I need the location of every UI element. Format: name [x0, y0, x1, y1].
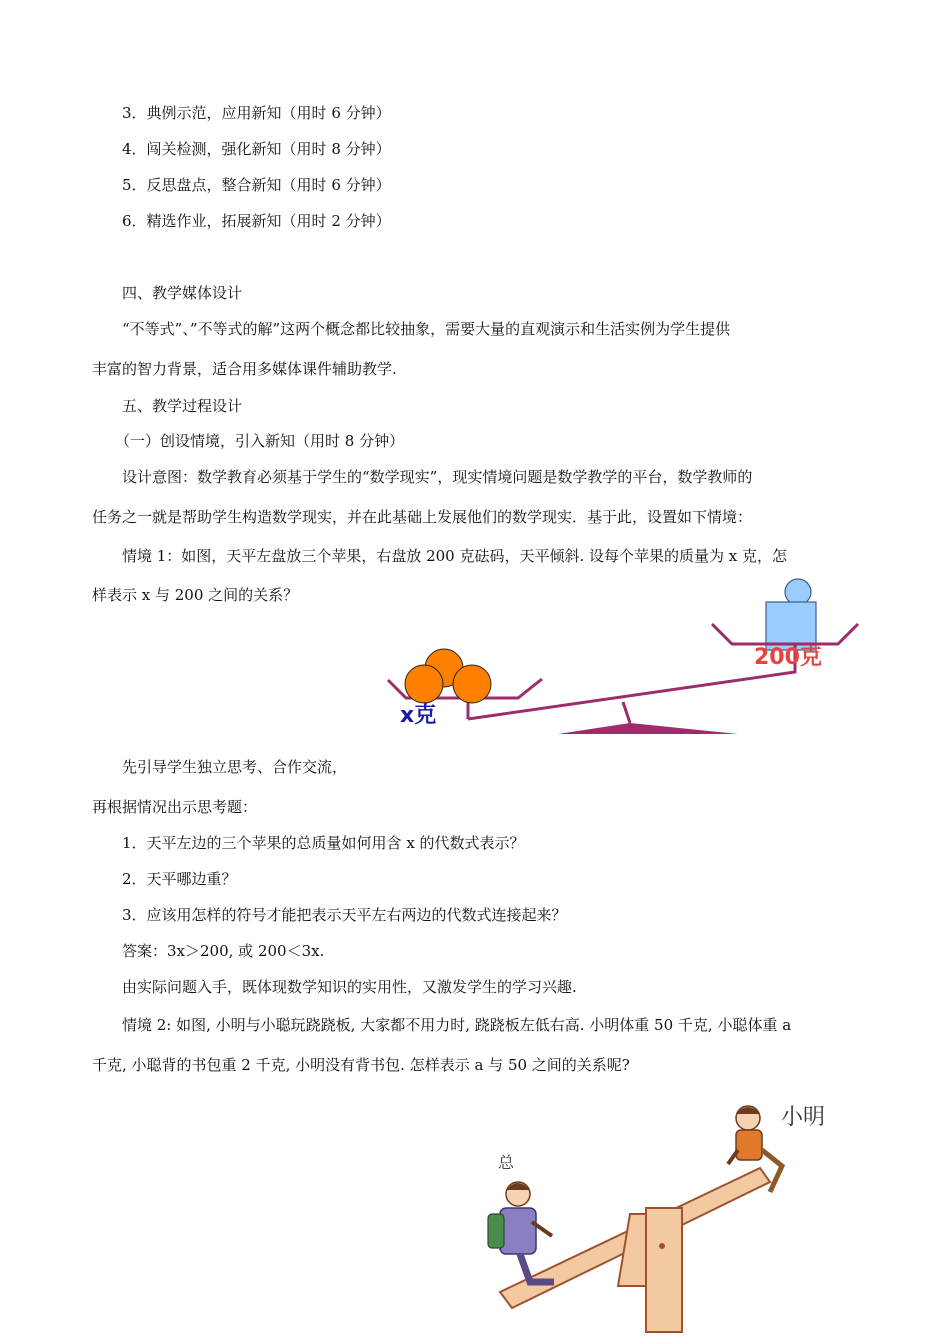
left-pan-label: x克: [400, 703, 437, 728]
section5-heading: 五、教学过程设计: [122, 397, 243, 415]
section4-text-line1: “不等式”、”不等式的解”这两个概念都比较抽象，需要大量的直观演示和生活实例为学生提供: [122, 320, 731, 338]
weight-head: [785, 579, 811, 605]
section4-text-line2: 丰富的智力背景，适合用多媒体课件辅助教学.: [92, 360, 397, 378]
answer: 答案：3x＞200, 或 200＜3x.: [122, 942, 325, 960]
section4-heading: 四、教学媒体设计: [122, 284, 243, 302]
right-pan-label: 200克: [754, 645, 822, 670]
xiaoming-label: 小明: [781, 1105, 826, 1130]
balance-base: [558, 723, 738, 734]
outline-item-3: 4．闯关检测，强化新知（用时 8 分钟）: [122, 140, 391, 158]
outline-item-4: 5．反思盘点，整合新知（用时 6 分钟）: [122, 176, 391, 194]
xiaoming-body: [736, 1130, 762, 1160]
apple-right: [453, 665, 491, 703]
balance-beam: [468, 644, 795, 719]
scene2-line2: 千克, 小聪背的书包重 2 千克, 小明没有背书包. 怎样表示 a 与 50 之间的关系呢?: [92, 1056, 630, 1074]
question-2: 2．天平哪边重？: [122, 870, 237, 888]
seesaw-support: [646, 1208, 682, 1332]
section5-subheading: （一）创设情境，引入新知（用时 8 分钟）: [115, 432, 405, 450]
scene1-line1: 情境 1：如图，天平左盘放三个苹果，右盘放 200 克砝码，天平倾斜. 设每个苹果的质量为 x 克，怎: [122, 547, 788, 565]
guide-line2: 再根据情况出示思考题：: [92, 798, 258, 816]
seesaw-figure: [470, 1096, 850, 1340]
balance-figure: [380, 572, 880, 742]
outline-item-5: 6．精选作业，拓展新知（用时 2 分钟）: [122, 212, 391, 230]
balance-post: [623, 702, 630, 723]
design-intent-line1: 设计意图：数学教育必须基于学生的“数学现实”，现实情境问题是数学教学的平台，数学教师的: [122, 468, 753, 486]
design-intent-line2: 任务之一就是帮助学生构造数学现实，并在此基础上发展他们的数学现实．基于此，设置如下情境：: [92, 508, 753, 526]
backpack: [488, 1214, 504, 1248]
left-child-body: [500, 1208, 536, 1254]
outline-item-2: 3．典例示范，应用新知（用时 6 分钟）: [122, 104, 391, 122]
apple-left: [405, 665, 443, 703]
left-child-label: 总: [498, 1153, 515, 1172]
question-3: 3．应该用怎样的符号才能把表示天平左右两边的代数式连接起来？: [122, 906, 567, 924]
comment: 由实际问题入手，既体现数学知识的实用性，又激发学生的学习兴趣.: [122, 978, 577, 996]
question-1: 1．天平左边的三个苹果的总质量如何用含 x 的代数式表示？: [122, 834, 525, 852]
scene2-line1: 情境 2: 如图, 小明与小聪玩跷跷板, 大家都不用力时, 跷跷板左低右高. 小明体重 50 千克, 小聪体重 a: [122, 1016, 792, 1034]
guide-line1: 先引导学生独立思考、合作交流，: [122, 758, 348, 776]
scene1-line2: 样表示 x 与 200 之间的关系？: [92, 586, 299, 604]
